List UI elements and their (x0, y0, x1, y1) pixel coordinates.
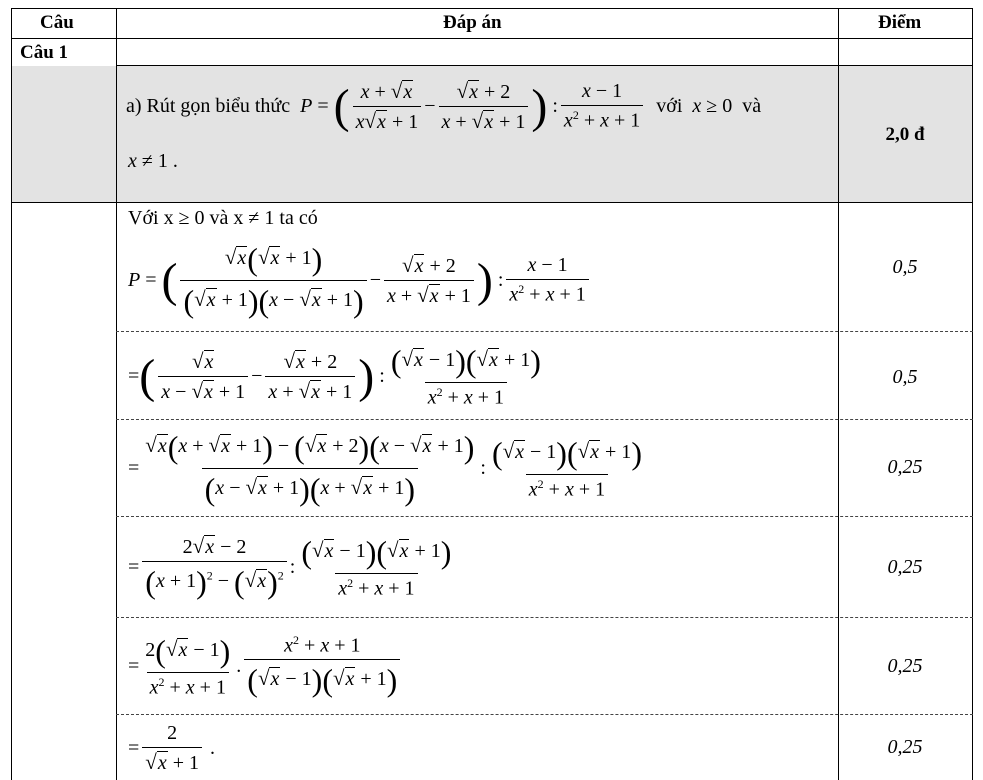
step-6-points: 0,25 (887, 736, 923, 758)
step-2-expression: = ( $\frac{√x}{x - √x + 1}$ − $\frac{√x + 2}{x + √x + 1}$ ) : $\frac{(√x - 1)(√x + 1)}{x^2 + x + 1}$ (128, 342, 541, 409)
step-1-points: 0,5 (892, 256, 918, 278)
cau-row-bottom-line (116, 65, 973, 66)
part-a-condition-line2: x ≠ 1 . (128, 150, 178, 172)
step-separator (116, 617, 973, 618)
part-a-points: 2,0 đ (885, 124, 925, 145)
step-6-expression: = $\frac{2}{√x + 1}$ . (128, 721, 215, 774)
question-label: Câu 1 (20, 42, 69, 63)
table-border-right (972, 8, 973, 780)
part-a-statement: a) Rút gọn biểu thức P = ( $\frac{x + √x}{x√x + 1}$ − $\frac{√x + 2}{x + √x + 1}$ ) : $\frac{x - 1}{x^2 + x + 1}$ với x ≥ 0 và (126, 78, 762, 133)
step-separator (116, 419, 973, 420)
step-separator (116, 714, 973, 715)
part-a-prefix: a) Rút gọn biểu thức (126, 94, 291, 117)
header-bottom-line (11, 38, 973, 39)
step-4-expression: = $\frac{2√x - 2}{(x + 1)^2 - (√x)^2}$ : $\frac{(√x - 1)(√x + 1)}{x^2 + x + 1}$ (128, 533, 452, 600)
header-points: Điểm (878, 12, 922, 33)
step-3-expression: = $\frac{√x(x + √x + 1) - (√x + 2)(x - √x + 1)}{(x - √x + 1)(x + √x + 1)}$ : $\frac{(√x - 1)(√x + 1)}{x^2 + x + 1}$ (128, 428, 642, 507)
step-separator (116, 331, 973, 332)
header-question: Câu (40, 12, 74, 33)
table-border-top (11, 8, 973, 9)
step-4-points: 0,25 (887, 556, 923, 578)
step-1-intro: Với x ≥ 0 và x ≠ 1 ta có (128, 207, 318, 229)
table-divider-1 (116, 8, 117, 780)
step-5-expression: = $\frac{2(√x - 1)}{x^2 + x + 1}$ . $\frac{x^2 + x + 1}{(√x - 1)(√x + 1)}$ (128, 622, 403, 710)
part-a-cond-word: với (656, 94, 683, 117)
step-2-points: 0,5 (892, 366, 918, 388)
step-5-points: 0,25 (887, 655, 923, 677)
step-separator (116, 516, 973, 517)
step-1-expression: P = ( $\frac{√x(√x + 1)}{(√x + 1)(x - √x + 1)}$ − $\frac{√x + 2}{x + √x + 1}$ ) : $\frac{x - 1}{x^2 + x + 1}$ (128, 236, 592, 324)
table-border-left (11, 8, 12, 780)
header-answer: Đáp án (443, 12, 502, 33)
part-a-and: và (742, 94, 762, 117)
step-3-points: 0,25 (887, 456, 923, 478)
question-row-bottom-line (11, 202, 973, 203)
